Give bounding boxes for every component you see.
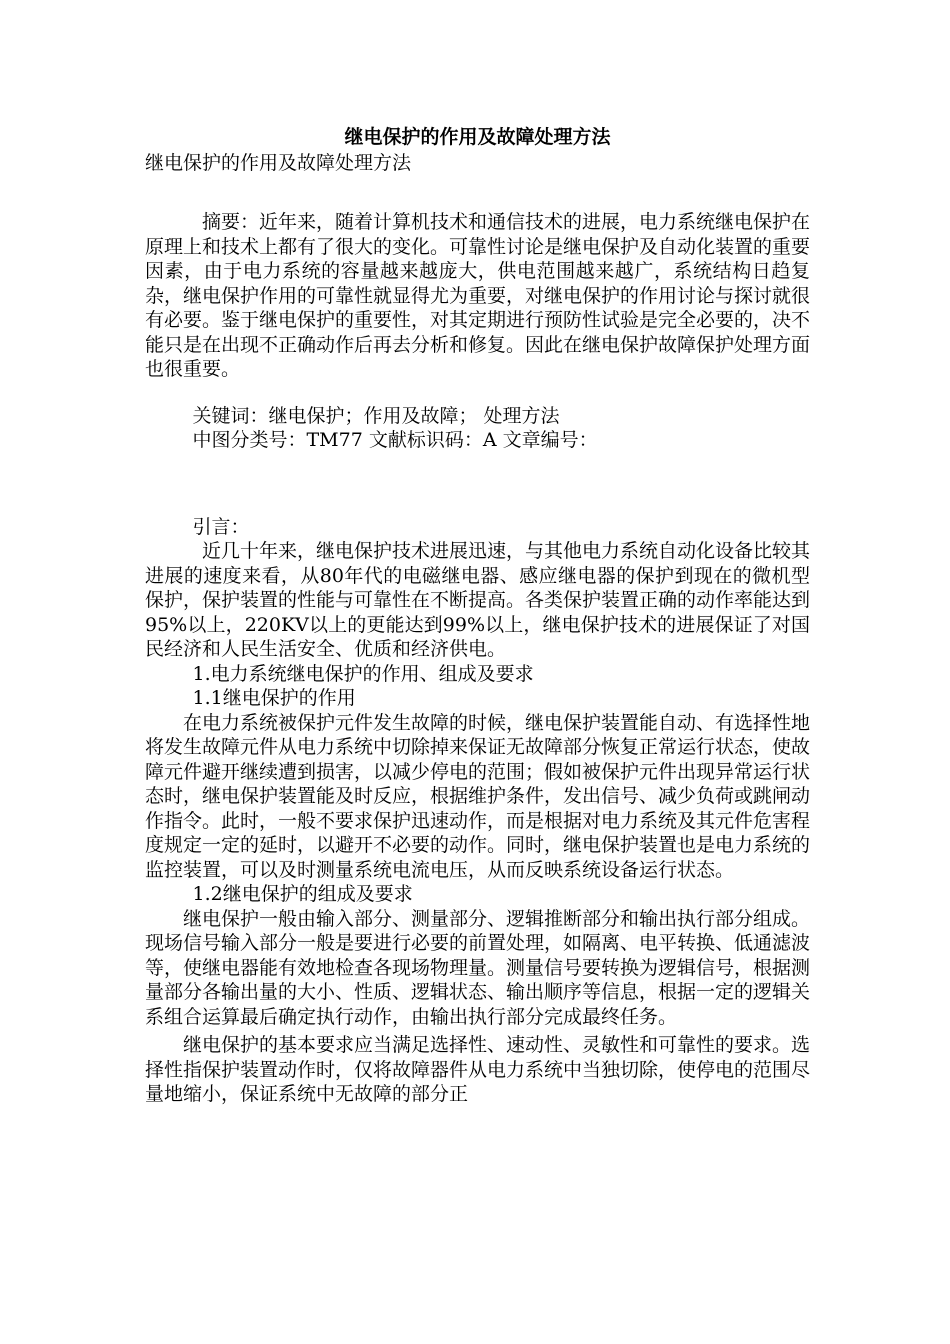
spacer [145,382,810,404]
classification-line: 中图分类号：TM77 文献标识码：A 文章编号： [192,429,598,451]
section-1-heading: 1.电力系统继电保护的作用、组成及要求 [192,662,534,685]
spacer [145,176,810,210]
document-title: 继电保护的作用及故障处理方法 [344,126,611,148]
section-1-1-paragraph: 在电力系统被保护元件发生故障的时候，继电保护装置能自动、有选择性地将发生故障元件从电力系统中切除掉来保证无故障部分恢复正常运行状态，使故障元件避开继续遭到损害，以减少停电的范围；假如被保护元件出现异常运行状态时，继电保护装置能及时反应，根据维护条件，发出信号、减少负荷或跳闸动作指令。此时，一般不要求保护迅速动作，而是根据对电力系统及其元件危害程度规定一定的延时，以避开不必要的动作。同时，继电保护装置也是电力系统的监控装置，可以及时测量系统电流电压，从而反映系统设备运行状态。 [145,711,811,881]
intro-label: 引言： [192,515,250,538]
spacer [145,453,810,515]
keywords-line: 关键词：继电保护；作用及故障； 处理方法 [192,404,560,427]
document-subtitle: 继电保护的作用及故障处理方法 [145,152,412,174]
abstract-paragraph: 摘要：近年来，随着计算机技术和通信技术的进展，电力系统继电保护在原理上和技术上都有了很大的变化。可靠性讨论是继电保护及自动化装置的重要因素，由于电力系统的容量越来越庞大，供电范围越来越广，系统结构日趋复杂，继电保护作用的可靠性就显得尤为重要，对继电保护的作用讨论与探讨就很有必要。鉴于继电保护的重要性，对其定期进行预防性试验是完全必要的，决不能只是在出现不正确动作后再去分析和修复。因此在继电保护故障保护处理方面也很重要。 [145,211,811,380]
section-1-2-paragraph-2: 继电保护的基本要求应当满足选择性、速动性、灵敏性和可靠性的要求。选择性指保护装置动作时，仅将故障器件从电力系统中当独切除，使停电的范围尽量地缩小，保证系统中无故障的部分正 [145,1034,811,1105]
section-1-2-paragraph: 继电保护一般由输入部分、测量部分、逻辑推断部分和输出执行部分组成。现场信号输入部分一般是要进行必要的前置处理，如隔离、电平转换、低通滤波等，使继电器能有效地检查各现场物理量。测量信号要转换为逻辑信号，根据测量部分各输出量的大小、性质、逻辑状态、输出顺序等信息，根据一定的逻辑关系组合运算最后确定执行动作，由输出执行部分完成最终任务。 [145,907,811,1028]
section-1-2-heading: 1.2继电保护的组成及要求 [192,883,413,905]
section-1-1-heading: 1.1继电保护的作用 [192,687,356,709]
document-page [145,124,810,1107]
intro-paragraph: 近几十年来，继电保护技术进展迅速，与其他电力系统自动化设备比较其进展的速度来看，从80年代的电磁继电器、感应继电器的保护到现在的微机型保护，保护装置的性能与可靠性在不断提高。各类保护装置正确的动作率能达到95%以上，220KV以上的更能达到99%以上，继电保护技术的进展保证了对国民经济和人民生活安全、优质和经济供电。 [145,540,811,660]
